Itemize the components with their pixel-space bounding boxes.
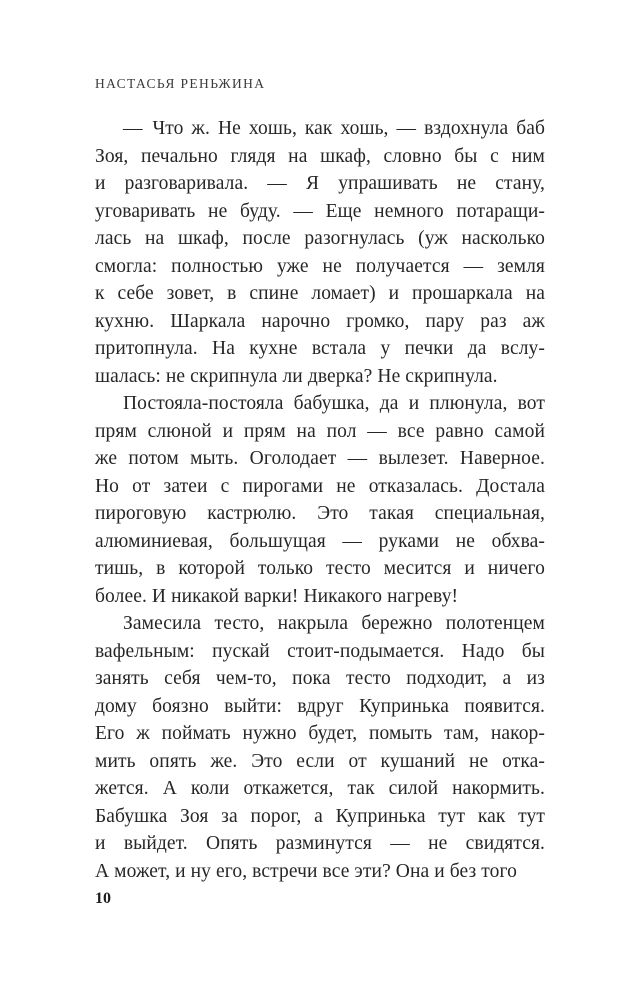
text-line: Зоя, печально глядя на шкаф, словно бы с ним: [95, 145, 545, 167]
text-body: [95, 115, 545, 885]
text-line: притопнула. На кухне встала у печки да вслу-: [95, 338, 545, 359]
text-line: лась на шкаф, после разогнулась (уж насколько: [95, 228, 545, 249]
text-line: — Что ж. Не хошь, как хошь, — вздохнула баб: [123, 118, 545, 139]
running-header-author: НАСТАСЬЯ РЕНЬЖИНА: [95, 76, 266, 91]
text-line: уговаривать не буду. — Еще немного потаращи-: [95, 200, 545, 222]
text-line: и разговаривала. — Я упрашивать не стану,: [95, 173, 545, 194]
text-line: жется. А коли откажется, так силой накормить.: [95, 778, 545, 799]
text-line: же потом мыть. Оголодает — вылезет. Наверное.: [95, 448, 545, 469]
text-line: тишь, в которой только тесто месится и ничего: [95, 558, 545, 579]
text-line: дому боязно выйти: вдруг Купринька появится.: [95, 695, 545, 717]
text-line: более. И никакой варки! Никакого нагреву!: [95, 585, 459, 607]
text-line: вафельным: пускай стоит-подымается. Надо бы: [95, 640, 545, 662]
text-line: занять себя чем-то, пока тесто подходит, а из: [95, 668, 545, 689]
text-line: и выйдет. Опять разминутся — не свидятся.: [95, 833, 545, 854]
text-line: кухню. Шаркала нарочно громко, пару раз аж: [95, 310, 545, 332]
text-line: Но от затеи с пирогами не отказалась. Достала: [95, 475, 545, 497]
text-line: Постояла-постояла бабушка, да и плюнула, вот: [123, 393, 545, 414]
text-line: смогла: полностью уже не получается — земля: [95, 255, 545, 277]
page-number: 10: [95, 890, 111, 907]
text-line: шалась: не скрипнула ли дверка? Не скрипнула.: [95, 365, 498, 387]
text-line: А может, и ну его, встречи все эти? Она и без того: [95, 860, 517, 882]
text-line: пироговую кастрюлю. Это такая специальная,: [95, 503, 545, 524]
text-line: Бабушка Зоя за порог, а Купринька тут как тут: [95, 805, 545, 827]
text-line: Его ж поймать нужно будет, помыть там, накор-: [95, 723, 545, 744]
text-line: прям слюной и прям на пол — все равно самой: [95, 420, 545, 442]
text-line: мить опять же. Это если от кушаний не отка-: [95, 750, 545, 772]
text-line: Замесила тесто, накрыла бережно полотенцем: [123, 613, 545, 634]
text-line: алюминиевая, большущая — руками не обхва-: [95, 530, 545, 552]
text-line: к себе зовет, в спине ломает) и прошаркала на: [95, 283, 545, 304]
